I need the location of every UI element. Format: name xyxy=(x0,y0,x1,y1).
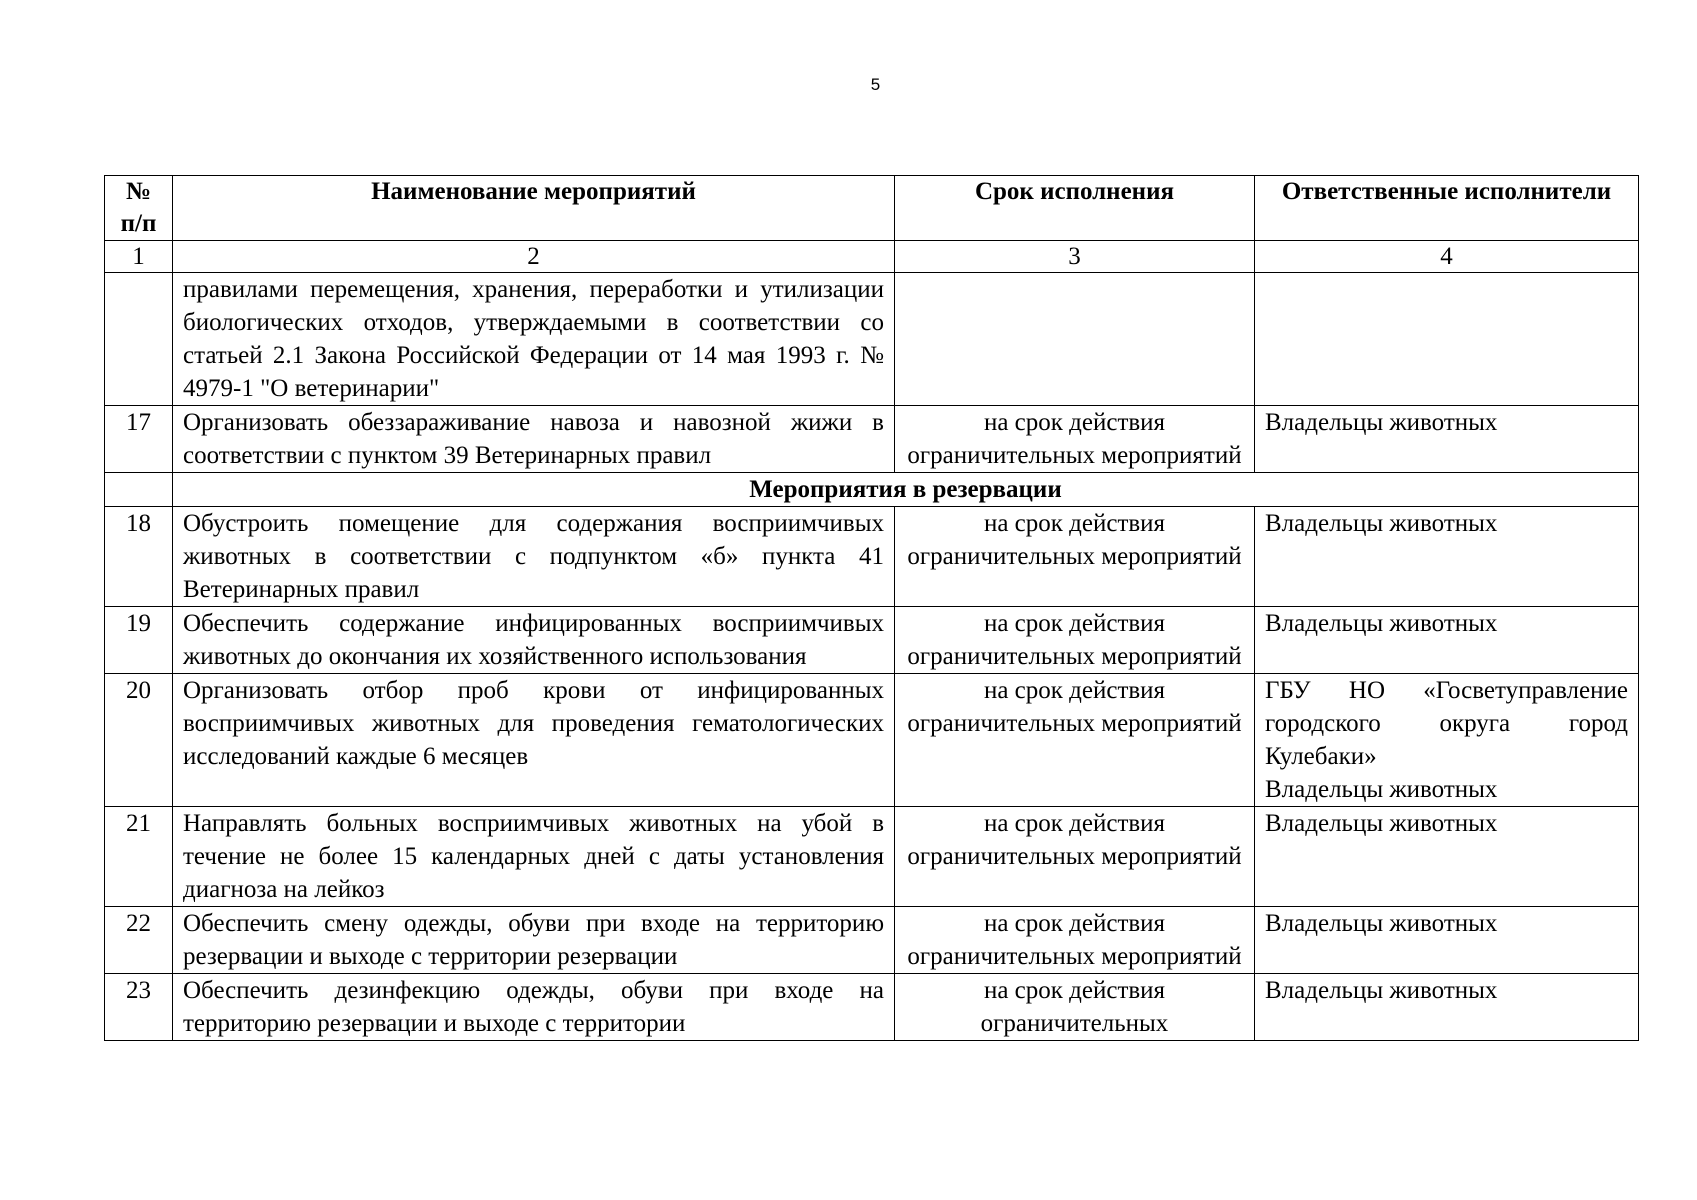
responsible-cell: Владельцы животных xyxy=(1255,807,1639,907)
table-row xyxy=(105,807,1639,907)
row-number: 23 xyxy=(105,974,173,1041)
measure-name: Обеспечить смену одежды, обуви при входе на территорию резервации и выходе с территории резервации xyxy=(173,907,895,974)
measure-name: Обеспечить дезинфекцию одежды, обуви при входе на территорию резервации и выходе с территории xyxy=(173,974,895,1041)
responsible-cell xyxy=(1255,273,1639,406)
term-cell: на срок действия ограничительных мероприятий xyxy=(895,507,1255,607)
row-number xyxy=(105,273,173,406)
table-row xyxy=(105,974,1639,1041)
section-spacer xyxy=(105,473,173,507)
term-cell: на срок действия ограничительных мероприятий xyxy=(895,674,1255,807)
header-name: Наименование мероприятий xyxy=(173,176,895,241)
measure-name: правилами перемещения, хранения, переработки и утилизации биологических отходов, утверждаемыми в соответствии со статьей 2.1 Закона Российской Федерации от 14 мая 1993 г. № 4979-1 "О ветеринарии" xyxy=(173,273,895,406)
header-term: Срок исполнения xyxy=(895,176,1255,241)
term-cell: на срок действия ограничительных мероприятий xyxy=(895,406,1255,473)
table-row xyxy=(105,406,1639,473)
row-number: 17 xyxy=(105,406,173,473)
term-cell: на срок действия ограничительных xyxy=(895,974,1255,1041)
responsible-organization: ГБУ НО «Госветуправление городского округа город Кулебаки» xyxy=(1265,677,1628,770)
measure-name: Обеспечить содержание инфицированных восприимчивых животных до окончания их хозяйственного использования xyxy=(173,607,895,674)
measure-name: Организовать обеззараживание навоза и навозной жижи в соответствии с пунктом 39 Ветеринарных правил xyxy=(173,406,895,473)
column-index: 2 xyxy=(173,241,895,273)
row-number: 21 xyxy=(105,807,173,907)
term-cell xyxy=(895,273,1255,406)
header-num: № п/п xyxy=(105,176,173,241)
responsible-cell: Владельцы животных xyxy=(1255,507,1639,607)
section-title: Мероприятия в резервации xyxy=(173,473,1639,507)
row-number: 22 xyxy=(105,907,173,974)
measure-name: Организовать отбор проб крови от инфицированных восприимчивых животных для проведения гематологических исследований каждые 6 месяцев xyxy=(173,674,895,807)
responsible-cell xyxy=(1255,674,1639,807)
section-row xyxy=(105,473,1639,507)
column-index: 1 xyxy=(105,241,173,273)
table-row xyxy=(105,907,1639,974)
header-row xyxy=(105,176,1639,241)
term-cell: на срок действия ограничительных мероприятий xyxy=(895,607,1255,674)
measures-table xyxy=(104,175,1639,1041)
column-index: 4 xyxy=(1255,241,1639,273)
column-index: 3 xyxy=(895,241,1255,273)
responsible-cell: Владельцы животных xyxy=(1255,907,1639,974)
responsible-cell: Владельцы животных xyxy=(1255,406,1639,473)
term-cell: на срок действия ограничительных мероприятий xyxy=(895,907,1255,974)
page-number: 5 xyxy=(870,75,881,94)
responsible-owners: Владельцы животных xyxy=(1265,776,1498,803)
term-cell: на срок действия ограничительных мероприятий xyxy=(895,807,1255,907)
measure-name: Обустроить помещение для содержания восприимчивых животных в соответствии с подпунктом «б» пункта 41 Ветеринарных правил xyxy=(173,507,895,607)
responsible-cell: Владельцы животных xyxy=(1255,607,1639,674)
row-number: 19 xyxy=(105,607,173,674)
header-resp: Ответственные исполнители xyxy=(1255,176,1639,241)
column-index-row xyxy=(105,241,1639,273)
table-row xyxy=(105,507,1639,607)
measure-name: Направлять больных восприимчивых животных на убой в течение не более 15 календарных дней с даты установления диагноза на лейкоз xyxy=(173,807,895,907)
table-row xyxy=(105,674,1639,807)
row-number: 18 xyxy=(105,507,173,607)
table-row xyxy=(105,607,1639,674)
responsible-cell: Владельцы животных xyxy=(1255,974,1639,1041)
row-number: 20 xyxy=(105,674,173,807)
table-row xyxy=(105,273,1639,406)
